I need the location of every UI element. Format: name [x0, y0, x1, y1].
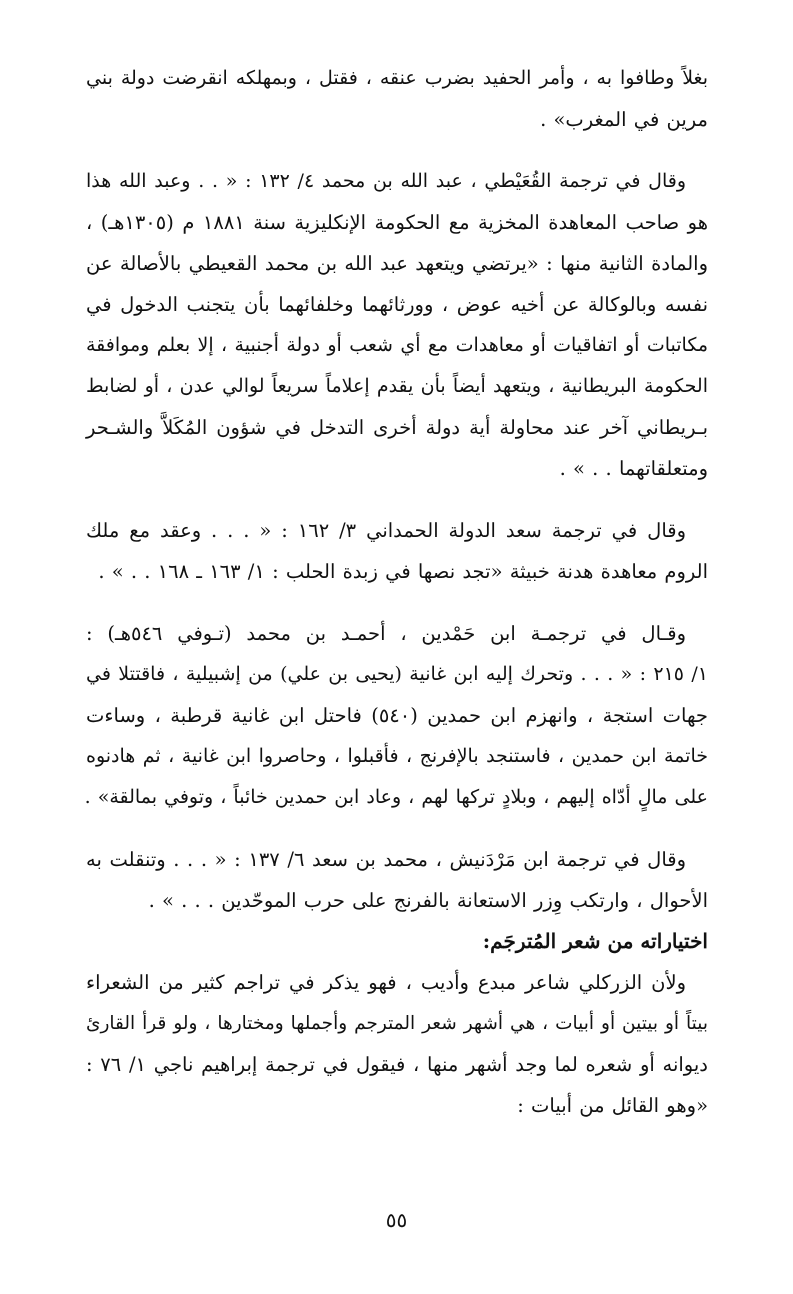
text-line: وقال في ترجمة ابن مَرْدَنيش ، محمد بن سعد ٦/ ١٣٧ : « . . . وتنقلت به [86, 848, 686, 871]
text-line: ديوانه أو شعره لما وجد أشهر منها ، فيقول في ترجمة إبراهيم ناجي ١/ ٧٦ : [86, 1053, 708, 1076]
paragraph-3 [86, 510, 708, 592]
text-line: على مالٍ أدّاه إليهم ، وبلادٍ تركها لهم ، وعاد ابن حمدين خائباً ، وتوفي بمالقة» . [84, 786, 708, 808]
text-line: الحكومة البريطانية ، ويتعهد أيضاً بأن يقدم إعلاماً سريعاً لوالي عدن ، أو لضابط [86, 375, 708, 397]
paragraph-1 [86, 58, 708, 140]
page-body [86, 58, 708, 1258]
text-line: نفسه وبالوكالة عن أخيه عوض ، وورثائهما وخلفائهما بأن يتجنب الدخول في [86, 293, 708, 316]
text-line: ولأن الزركلي شاعر مبدع وأديب ، فهو يذكر في تراجم كثير من الشعراء [86, 971, 686, 994]
text-line: مكاتبات أو اتفاقيات أو معاهدات مع أي شعب أو دولة أجنبية ، إلا بعلم وموافقة [86, 334, 708, 356]
text-line: خاتمة ابن حمدين ، فاستنجد بالإفرنج ، فأقبلوا ، وحاصروا ابن غانية ، ثم هادنوه [86, 745, 708, 767]
text-line: بغلاً وطافوا به ، وأمر الحفيد بضرب عنقه ، فقتل ، وبمهلكه انقرضت دولة بني [86, 67, 708, 89]
paragraph-2 [86, 161, 708, 489]
paragraph-6 [86, 962, 708, 1126]
text-line: جهات استجة ، وانهزم ابن حمدين (٥٤٠) فاحتل ابن غانية قرطبة ، وساءت [86, 704, 708, 727]
text-line: والمادة الثانية منها : «يرتضي ويتعهد عبد الله بن محمد القعيطي بالأصالة عن [86, 252, 708, 275]
text-line: وقال في ترجمة سعد الدولة الحمداني ٣/ ١٦٢ : « . . . وعقد مع ملك [86, 519, 686, 542]
text-line: الروم معاهدة هدنة خبيثة «تجد نصها في زبدة الحلب : ١/ ١٦٣ ـ ١٦٨ . . » . [98, 560, 708, 583]
paragraph-5 [86, 839, 708, 921]
text-line: الأحوال ، وارتكب وِزر الاستعانة بالفرنج على حرب الموحّدين . . . » . [148, 889, 708, 912]
text-line: ومتعلقاتهما . . » . [559, 457, 708, 480]
text-line: مرين في المغرب» . [540, 108, 708, 131]
text-line: بيتاً أو بيتين أو أبيات ، هي أشهر شعر المترجم وأجملها ومختارها ، ولو قرأ القارئ [86, 1013, 708, 1034]
text-line: بـريطاني آخر عند محاولة أية دولة أخرى التدخل في شؤون المُكَلاَّ والشـحر [86, 416, 708, 439]
text-line: «وهو القائل من أبيات : [517, 1094, 708, 1117]
text-line: وقال في ترجمة القُعَيْطي ، عبد الله بن محمد ٤/ ١٣٢ : « . . وعبد الله هذا [86, 170, 686, 192]
section-heading: اختياراته من شعر المُترجَم: [482, 929, 708, 953]
text-line: ١/ ٢١٥ : « . . . وتحرك إليه ابن غانية (يحيى بن علي) من إشبيلية ، فاقتتلا في [86, 663, 708, 685]
text-line: هو صاحب المعاهدة المخزية مع الحكومة الإنكليزية سنة ١٨٨١ م (١٣٠٥هـ) ، [86, 211, 708, 234]
text-line: وقـال في ترجمـة ابن حَمْدين ، أحمـد بن محمد (تـوفي ٥٤٦هـ) : [86, 622, 686, 645]
page-number: ٥٥ [385, 1208, 408, 1232]
paragraph-4 [86, 613, 708, 818]
